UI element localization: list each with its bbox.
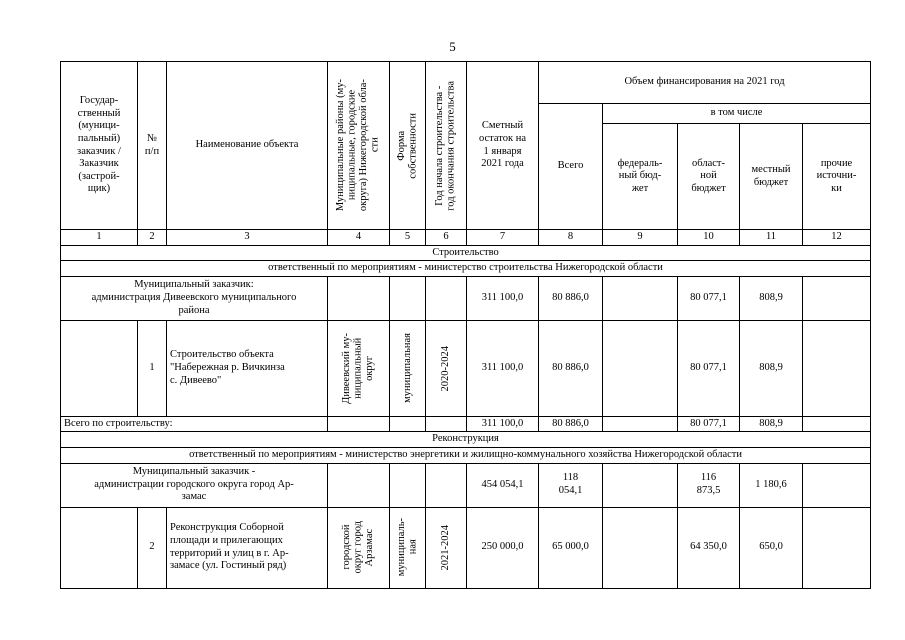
object-years: 2020-2024 [426, 320, 467, 416]
object-number: 1 [138, 320, 167, 416]
remaining-value: 311 100,0 [467, 416, 539, 432]
remaining-value: 454 054,1 [467, 463, 539, 507]
header-federal: федераль- ный бюд- жет [603, 124, 678, 230]
col-number: 8 [539, 230, 603, 246]
header-other: прочие источни- ки [803, 124, 871, 230]
total-value: 118 054,1 [539, 463, 603, 507]
object-district: городской округ город Арзамас [328, 507, 390, 588]
object-row [61, 507, 871, 588]
section-title-construction: Строительство [61, 245, 871, 261]
header-customer: Государ- ственный (муници- пальный) заказчик / Заказчик (застрой- щик) [61, 62, 138, 230]
total-row [61, 416, 871, 432]
col-number: 2 [138, 230, 167, 246]
customer-row [61, 276, 871, 320]
col-number: 11 [740, 230, 803, 246]
section-title-reconstruction: Реконструкция [61, 432, 871, 448]
regional-value: 80 077,1 [678, 276, 740, 320]
column-numbers-row [61, 230, 871, 246]
object-row [61, 320, 871, 416]
regional-value: 80 077,1 [678, 320, 740, 416]
federal-value [603, 320, 678, 416]
header-ownership: Форма собственности [390, 62, 426, 230]
remaining-value: 311 100,0 [467, 276, 539, 320]
federal-value [603, 276, 678, 320]
federal-value [603, 507, 678, 588]
col-number: 4 [328, 230, 390, 246]
section-responsible-reconstruction: ответственный по мероприятиям - министерство энергетики и жилищно-коммунального хозяйства Нижегородской области [61, 447, 871, 463]
object-ownership: муниципаль- ная [390, 507, 426, 588]
customer-name: Муниципальный заказчик - администрации городского округа город Ар- замас [61, 463, 328, 507]
object-years: 2021-2024 [426, 507, 467, 588]
total-value: 80 886,0 [539, 320, 603, 416]
col-number: 9 [603, 230, 678, 246]
header-total: Всего [539, 104, 603, 230]
col-number: 6 [426, 230, 467, 246]
other-value [803, 507, 871, 588]
col-number: 10 [678, 230, 740, 246]
regional-value: 80 077,1 [678, 416, 740, 432]
local-value: 808,9 [740, 416, 803, 432]
header-remaining: Сметный остаток на 1 января 2021 года [467, 62, 539, 230]
other-value [803, 320, 871, 416]
regional-value: 64 350,0 [678, 507, 740, 588]
header-including: в том числе [603, 104, 871, 124]
header-district: Муниципальные районы (му- ниципальные, городские округа) Нижегородской обла- сти [328, 62, 390, 230]
federal-value [603, 463, 678, 507]
header-years: Год начала строительства - год окончания строительства [426, 62, 467, 230]
local-value: 808,9 [740, 320, 803, 416]
col-number: 1 [61, 230, 138, 246]
financing-table [60, 61, 871, 589]
object-name: Реконструкция Соборной площади и прилегающих территорий и улиц в г. Ар- замасе (ул. Гостиный ряд) [167, 507, 328, 588]
page-number: 5 [449, 39, 456, 54]
total-value: 65 000,0 [539, 507, 603, 588]
other-value [803, 276, 871, 320]
local-value: 650,0 [740, 507, 803, 588]
federal-value [603, 416, 678, 432]
total-value: 80 886,0 [539, 416, 603, 432]
object-number: 2 [138, 507, 167, 588]
other-value [803, 416, 871, 432]
remaining-value: 250 000,0 [467, 507, 539, 588]
remaining-value: 311 100,0 [467, 320, 539, 416]
object-district: Дивеевский му- ниципальный округ [328, 320, 390, 416]
header-number: № п/п [138, 62, 167, 230]
col-number: 5 [390, 230, 426, 246]
customer-name: Муниципальный заказчик: администрация Дивеевского муниципального района [61, 276, 328, 320]
customer-row [61, 463, 871, 507]
object-ownership: муниципальная [390, 320, 426, 416]
total-value: 80 886,0 [539, 276, 603, 320]
header-object-name: Наименование объекта [167, 62, 328, 230]
col-number: 12 [803, 230, 871, 246]
header-local: местный бюджет [740, 124, 803, 230]
object-name: Строительство объекта "Набережная р. Вичкинза с. Дивеево" [167, 320, 328, 416]
header-financing: Объем финансирования на 2021 год [539, 62, 871, 104]
section-responsible-construction: ответственный по мероприятиям - министерство строительства Нижегородской области [61, 261, 871, 277]
header-regional: област- ной бюджет [678, 124, 740, 230]
col-number: 7 [467, 230, 539, 246]
regional-value: 116 873,5 [678, 463, 740, 507]
local-value: 808,9 [740, 276, 803, 320]
total-label: Всего по строительству: [61, 416, 328, 432]
local-value: 1 180,6 [740, 463, 803, 507]
other-value [803, 463, 871, 507]
col-number: 3 [167, 230, 328, 246]
